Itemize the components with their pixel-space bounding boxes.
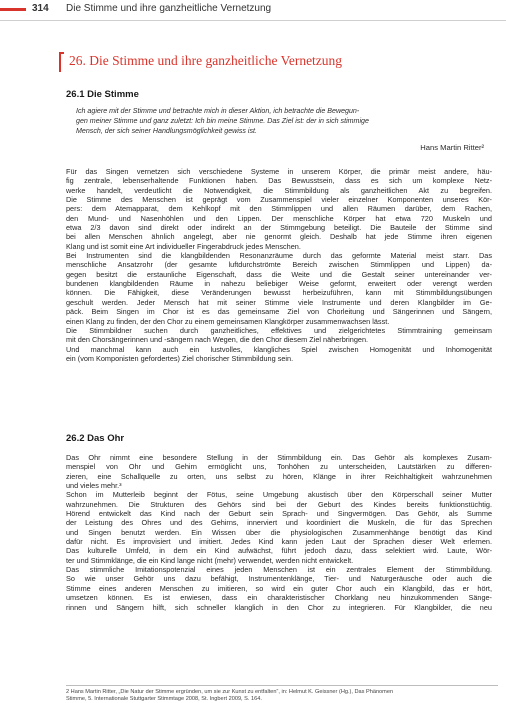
body-line: bei allen Menschen ähnlich angelegt, aber nie genormt gleich. Deshalb hat jede Stimme ihren eigenen [66,232,492,242]
epigraph-quote [76,107,488,136]
body-line: rinnen und Sängern hilft, sich schneller klanglich in den Chor zu integrieren. Für Klangbilder, die neu [66,602,492,612]
body-line: gegen besitzt die erstaunliche Eigenschaft, dass die Weite und die Gestalt seiner untereinander ver- [66,269,492,279]
running-header [0,0,506,26]
chapter-bracket-icon [59,52,64,72]
body-line: Klang und ist somit eine Art individueller Fingerabdruck jedes Menschen. [66,241,301,251]
body-line: Das Ohr nimmt eine besondere Stellung in der Stimmbildung ein. Das Gehör als komplexes Zusam- [66,453,492,462]
body-line: So wie unser Gehör uns dazu befähigt, Instrumentenklänge, Tier- und Naturgeräusche oder auch die [66,574,492,584]
body-line: Hörend entwickelt das Kind nach der Geburt sein Sprach- und Singvermögen. Das Gehör, als Summe [66,509,492,519]
chapter-title: 26. Die Stimme und ihre ganzheitliche Vernetzung [69,53,343,68]
quote-line: Mensch, der sich seiner Handlungsmöglichkeit gewiss ist. [76,126,257,135]
chapter-heading [59,52,499,74]
body-line: den Mund- und Nasenhöhlen und den Lippen. Der menschliche Körper hat etwa 720 Muskeln und [66,213,492,223]
quote-author: Hans Martin Ritter² [420,143,484,152]
header-accent-bar [0,8,26,11]
body-line: Das stimmliche Imitationspotenzial eines jeden Menschen ist ein zentrales Element der Stimmbildung. [66,565,492,575]
body-line: Und manchmal kann auch ein lustvolles, klangliches Spiel zwischen Homogenität und Inhomogenität [66,344,492,354]
body-line: Bei Instrumenten sind die klangbildenden Resonanzräume durch das geformte Material meist starr. Das [66,251,492,261]
footnote-line: 2 Hans Martin Ritter, „Die Natur der Stimme ergründen, um sie zur Kunst zu entfalten“, in: Helmut K. Geissner (Hg.), Das Phänomen [66,689,394,695]
body-line: Die Stimmbildner suchen durch ganzheitliches, effektives und zielgerichtetes Stimmtraining gemeinsam [66,325,492,335]
body-line: pers: dem Atemapparat, dem Kehlkopf mit den Stimmlippen und allen Räumen darüber, dem Rachen, [66,204,492,214]
body-line: werke handelt, verdeutlicht die Notwendigkeit, die Stimmbildung als ganzheitlichen Akt zu begreifen. [66,185,492,195]
body-line: geschult werden. Jeder Mensch hat mit seiner Stimme viele Instrumente und deren Klangbilder im Ge- [66,297,492,307]
body-line: der Leistung des Ohres und des Gehirns, innerviert und koordiniert die Muskeln, die für das Sprechen [66,518,492,528]
footnote [66,685,498,703]
quote-line: gen meiner Stimme und ganz zuletzt: Ich bin meine Stimme. Das Ziel ist: der in sich stimmige [76,116,369,125]
section-title-stimme: 26.1 Die Stimme [66,89,139,100]
body-line: menschliche Ansatzrohr (der gesamte luftdurchströmte Bereich zwischen Stimmlippen und Lippen) da- [66,260,492,270]
body-line: umsetzen können. Es ist erwiesen, dass ein charakteristischer Chorklang neu hinzukommenden Sänge- [66,593,492,603]
body-line: päck. Beim Singen im Chor ist es das gemeinsame Ziel von Chorleitung und Sängerinnen und Sängern, [66,307,492,317]
body-line: bundenen klangbildenden Räume in nahezu beliebiger Weise geformt, erweitert oder verengt werden [66,279,492,289]
body-line: und Singen benutzt werden. Ein Wissen über die physiologischen Zusammenhänge benötigt das Kind [66,527,492,537]
body-line: einen Klang zu finden, der den Chor zu einem gemeinsamen Klangkörper zusammenwachsen lässt. [66,316,390,326]
running-head-title: Die Stimme und ihre ganzheitliche Vernetzung [66,3,272,14]
body-line: Das kulturelle Umfeld, in dem ein Kind aufwächst, führt jedoch dazu, dass selektiert wird. Laute, Wör- [66,546,492,556]
body-line: und vieles mehr.³ [66,481,122,491]
body-line: wahrzunehmen. Die Strukturen des Gehörs sind bei der Geburt des Kindes bereits funktionstüchtig. [66,499,492,509]
body-line: Stimme eines anderen Menschen zu imitieren, so wird ein guter Chor auch ein Klangbild, das er hört, [66,583,492,593]
header-divider [0,20,506,21]
section-ohr-body [66,453,492,612]
quote-line: Ich agiere mit der Stimme und betrachte mich in dieser Aktion, ich betrachte die Bewegun- [76,107,360,115]
body-line: ein (vom Komponisten gefordertes) Ziel chorischer Stimmbildung sein. [66,353,294,363]
body-line: menspiel von Ohr und Gehirn ermöglicht uns, Tonhöhen zu unterscheiden, Lautstärken zu differen- [66,462,492,472]
body-line: ter und Stimmklänge, die ein Kind lange nicht (mehr) verwendet, werden nicht entwickelt. [66,555,354,565]
body-line: Für das Singen vernetzen sich verschiedene Systeme in unserem Körper, die primär meist andere, häu- [66,167,492,176]
body-line: zieren, eine Schallquelle zu orten, uns selbst zu hören, Klänge in ihrer Reichhaltigkeit wahrzunehmen [66,471,492,481]
body-line: mit den Chorsängerinnen und -sängern nach Wegen, die den Chor diesem Ziel näherbringen. [66,335,369,345]
section-stimme-body [66,167,492,363]
body-line: Die Stimme des Menschen ist geprägt vom Zusammenspiel vieler einzelner Komponenten unseres Kör- [66,195,492,205]
footnote-line: Stimme, 5. Internationale Stuttgarter Stimmtage 2008, St. Ingbert 2009, S. 164. [66,696,262,702]
body-line: Schon im Mutterleib beginnt der Fötus, seine Umgebung akustisch über den Körperschall seiner Mutter [66,490,492,500]
body-line: dafür nicht. Es improvisiert und imitiert. Jedes Kind kann jeden Laut der Sprachen dieser Welt erlernen. [66,537,492,547]
body-line: etwa 2/3 davon sind direkt oder indirekt an der Stimmgebung beteiligt. Die Bauteile der Stimme sind [66,223,492,233]
body-line: können. Die Fähigkeit, diese Veränderungen bewusst herbeizuführen, kann mit Stimmbildungsübungen [66,288,492,298]
page-number: 314 [32,3,49,14]
body-line: fig zentrale, lebenserhaltende Funktionen haben. Das Bewusstsein, dass es sich um komplexe Netz- [66,176,492,186]
section-title-ohr: 26.2 Das Ohr [66,433,125,444]
